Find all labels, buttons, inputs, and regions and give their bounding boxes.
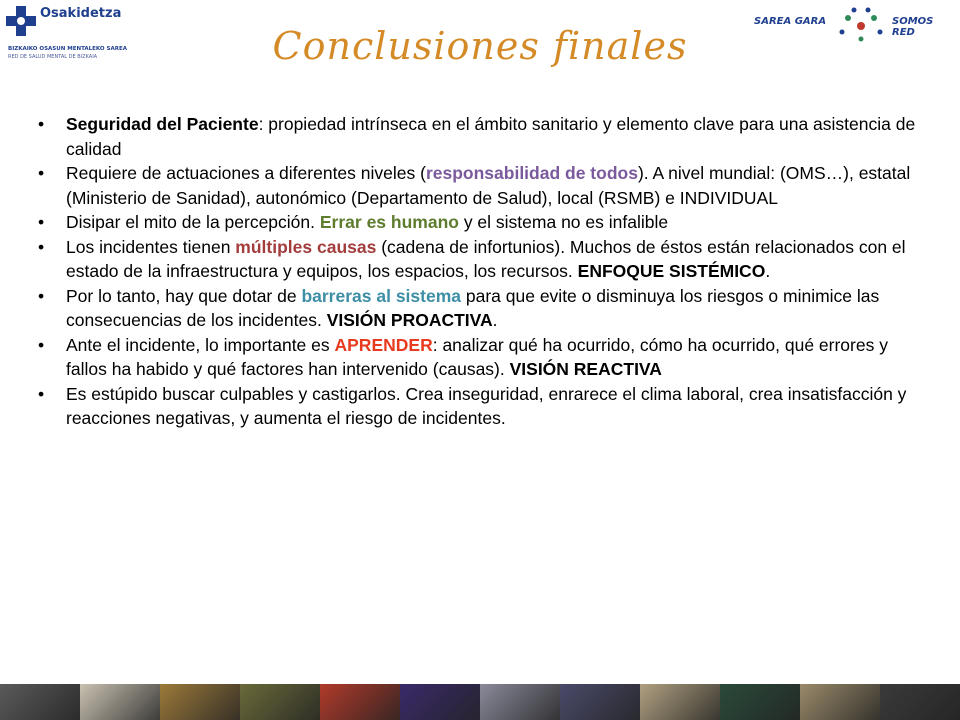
photo-strip-tile <box>80 684 160 720</box>
photo-strip-tile <box>480 684 560 720</box>
bullet-text: : analizar qué ha ocurrido, cómo ha ocurrido, qué errores y fallos ha habido y qué factores han intervenido (causas). <box>66 334 888 379</box>
bullet-item <box>38 161 918 210</box>
network-label-left: SAREA GARA <box>754 16 827 27</box>
highlight-text: VISIÓN REACTIVA <box>509 359 662 379</box>
org-name: Osakidetza <box>40 6 122 21</box>
bullet-item <box>38 210 918 235</box>
highlight-text: múltiples causas <box>235 236 377 257</box>
bullet-item <box>38 284 918 333</box>
photo-strip-tile <box>240 684 320 720</box>
bullet-text: Los incidentes tienen <box>66 236 236 257</box>
bullet-text: (cadena de infortunios). Muchos de éstos están relacionados con el estado de la infraestructura y equipos, los espacios, los recursos. <box>66 236 906 281</box>
photo-strip-tile <box>400 684 480 720</box>
network-label-right: SOMOS RED <box>892 16 934 38</box>
bullet-text: Ante el incidente, lo importante es <box>66 334 335 355</box>
photo-strip-tile <box>160 684 240 720</box>
bullet-text: : propiedad intrínseca en el ámbito sanitario y elemento clave para una asistencia de calidad <box>66 114 916 159</box>
photo-strip-tile <box>0 684 80 720</box>
bullet-item <box>38 112 918 161</box>
page-title: Conclusiones finales <box>272 24 688 68</box>
photo-strip-tile <box>640 684 720 720</box>
highlight-text: APRENDER <box>334 334 433 355</box>
highlight-text: responsabilidad de todos <box>425 163 638 183</box>
bullet-text: y el sistema no es infalible <box>458 212 669 232</box>
photo-strip-tile <box>320 684 400 720</box>
bullet-text: ). A nivel mundial: (OMS…), estatal (Ministerio de Sanidad), autonómico (Departamento de Salud), local (RSMB) e INDIVIDUAL <box>66 163 911 208</box>
bullet-text: . <box>492 310 498 330</box>
bullet-text: Disipar el mito de la percepción. <box>66 212 320 232</box>
photo-strip-tile <box>800 684 880 720</box>
conclusions-list <box>38 112 918 431</box>
bullet-text: . <box>765 261 771 281</box>
bullet-item <box>38 382 918 431</box>
photo-strip <box>0 684 960 720</box>
highlight-text: VISIÓN PROACTIVA <box>326 310 493 330</box>
highlight-text: Errar es humano <box>319 212 459 232</box>
photo-strip-tile <box>560 684 640 720</box>
highlight-text: ENFOQUE SISTÉMICO <box>577 261 766 281</box>
highlight-text: barreras al sistema <box>301 285 462 306</box>
bullet-item <box>38 333 918 382</box>
bullet-text: Requiere de actuaciones a diferentes niveles ( <box>66 163 426 183</box>
bullet-item <box>38 235 918 284</box>
bullet-text: Por lo tanto, hay que dotar de <box>66 285 302 306</box>
highlight-text: Seguridad del Paciente <box>66 114 259 134</box>
org-subtitle-basque: BIZKAIKO OSASUN MENTALEKO SAREA <box>8 46 127 52</box>
org-subtitle-spanish: RED DE SALUD MENTAL DE BIZKAIA <box>8 54 98 60</box>
bullet-text: Es estúpido buscar culpables y castigarlos. Crea inseguridad, enrarece el clima laboral, crea insatisfacción y reacciones negativas, y aumenta el riesgo de incidentes. <box>66 383 907 428</box>
photo-strip-tile <box>720 684 800 720</box>
photo-strip-tile <box>880 684 960 720</box>
bullet-text: para que evite o disminuya los riesgos o minimice las consecuencias de los incidentes. <box>66 285 880 330</box>
